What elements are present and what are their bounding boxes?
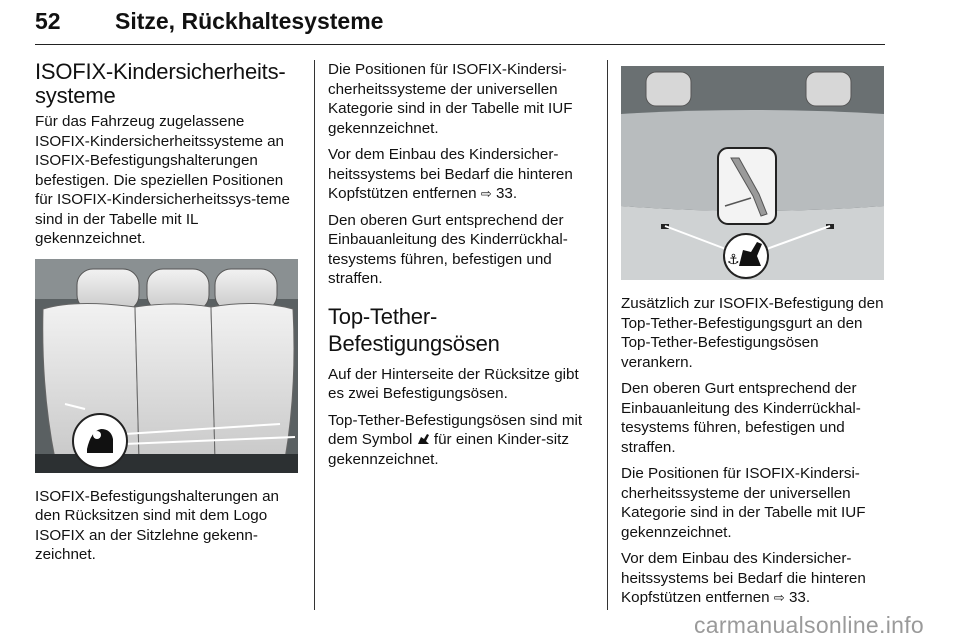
- isofix-heading: [35, 60, 303, 108]
- tether-eyes-paragraph: Auf der Hinterseite der Rücksitze gibt es zwei Befestigungsösen.: [328, 365, 579, 402]
- tether-anchor-paragraph: Zusätzlich zur ISOFIX-Befestigung den Top-Tether-Befestigungsgurt an den Top-Tether-Befestigungsösen verankern.: [621, 295, 884, 371]
- reference-arrow-icon: ⇨: [480, 186, 492, 201]
- page-reference-link[interactable]: 33.: [495, 185, 518, 202]
- header-rule: [35, 44, 885, 45]
- tether-symbol-text-before: Top-Tether-Befestigungsösen sind mit dem Symbol: [328, 411, 583, 448]
- isofix-paragraph-1: Für das Fahrzeug zugelassene ISOFIX-Kindersicherheitssysteme an ISOFIX-Befestigungshalterungen befestigen. Die speziellen Positionen für ISOFIX-Kindersicherheitssys-teme sind in der Tabelle mit IL gekennzeichnet.: [35, 113, 290, 247]
- svg-text:⚓: ⚓: [727, 252, 740, 268]
- top-tether-heading: [328, 303, 596, 357]
- column-3: [621, 60, 889, 615]
- top-tether-heading-line2: Befestigungsösen: [328, 330, 500, 356]
- page-reference-link[interactable]: 33.: [788, 589, 811, 606]
- column-divider: [607, 60, 608, 610]
- page-header: [35, 6, 885, 44]
- tether-symbol-paragraph: [328, 411, 596, 470]
- headrest-text-2: Vor dem Einbau des Kindersicher-heitssystems bei Bedarf die hinteren Kopfstützen entfernen: [621, 550, 866, 606]
- isofix-heading-line2: systeme: [35, 83, 116, 108]
- headrest-paragraph: [328, 145, 596, 204]
- strap-paragraph: Den oberen Gurt entsprechend der Einbauanleitung des Kinderrückhal-tesystems führen, befestigen und straffen.: [328, 211, 568, 287]
- top-tether-symbol-icon: [417, 433, 430, 445]
- column-2: [328, 60, 596, 476]
- headrest-text: Vor dem Einbau des Kindersicher-heitssystems bei Bedarf die hinteren Kopfstützen entfernen: [328, 146, 573, 202]
- iuf-paragraph: Die Positionen für ISOFIX-Kindersi-cherheitssysteme der universellen Kategorie sind in der Tabelle mit IUF gekennzeichnet.: [328, 61, 573, 137]
- section-title: Sitze, Rückhaltesysteme: [115, 8, 384, 34]
- strap-paragraph-2: Den oberen Gurt entsprechend der Einbauanleitung des Kinderrückhal-tesystems führen, befestigen und straffen.: [621, 380, 861, 456]
- rear-seat-isofix-figure: [35, 259, 298, 473]
- headrest-paragraph-2: [621, 549, 889, 608]
- tether-symbol-text-after: für einen Kinder-sitz gekennzeichnet.: [328, 431, 569, 468]
- watermark-text: carmanualsonline.info: [693, 612, 924, 638]
- isofix-heading-line1: ISOFIX-Kindersicherheits-: [35, 59, 286, 84]
- top-tether-figure: [621, 66, 884, 280]
- isofix-paragraph-2: ISOFIX-Befestigungshalterungen an den Rücksitzen sind mit dem Logo ISOFIX an der Sitzlehne gekenn-zeichnet.: [35, 487, 279, 563]
- iuf-paragraph-2: Die Positionen für ISOFIX-Kindersi-cherheitssysteme der universellen Kategorie sind in der Tabelle mit IUF gekennzeichnet.: [621, 465, 866, 541]
- page-number: 52: [35, 8, 61, 34]
- column-1: [35, 60, 303, 572]
- column-divider: [314, 60, 315, 610]
- top-tether-heading-line1: Top-Tether-: [328, 303, 438, 329]
- reference-arrow-icon: ⇨: [773, 590, 785, 605]
